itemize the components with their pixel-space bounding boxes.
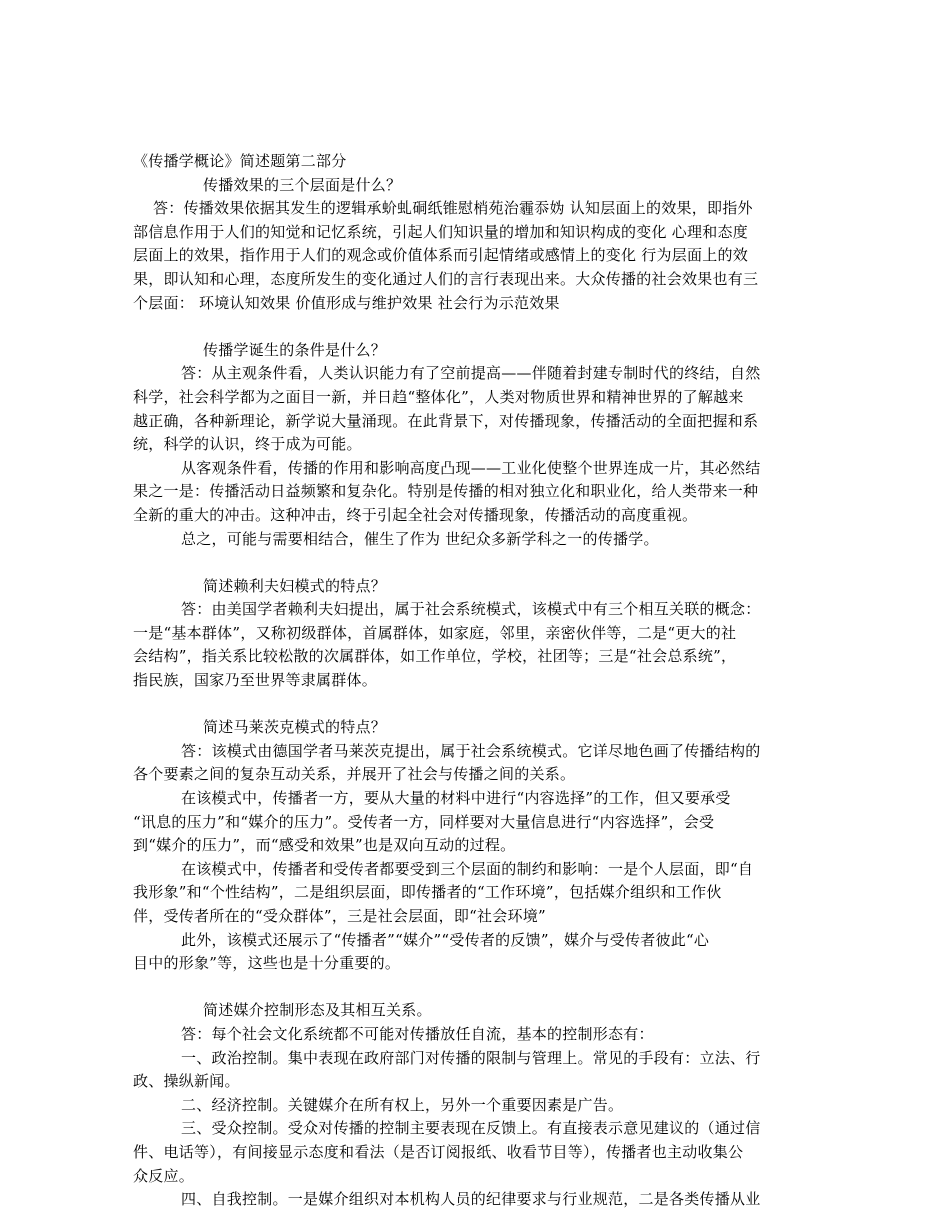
blank-line: [133, 315, 811, 339]
q2-answer-line: 总之，可能与需要相结合，催生了作为 世纪众多新学科之一的传播学。: [181, 529, 659, 548]
q4-answer-line: 到“媒介的压力”，而“感受和效果”也是双向互动的过程。: [133, 836, 516, 855]
q3-answer-line: 指民族，国家乃至世界等隶属群体。: [133, 671, 378, 690]
q2-answer-line: 全新的重大的冲击。这种冲击，终于引起全社会对传播现象，传播活动的高度重视。: [133, 505, 698, 524]
q3-answer-line: 一是“基本群体”，又称初级群体，首属群体，如家庭，邻里，亲密伙伴等，二是“更大的社: [133, 623, 737, 642]
q2-answer-line: 答：从主观条件看，人类认识能力有了空前提高——伴随着封建专制时代的终结，自然: [181, 364, 761, 383]
q1-answer-line: 层面上的效果，指作用于人们的观念或价值体系而引起情绪或感情上的变化 行为层面上的效: [133, 246, 749, 265]
q5-answer-line: 三、受众控制。受众对传播的控制主要表现在反馈上。有直接表示意见建议的（通过信: [181, 1119, 761, 1138]
document-title: 《传播学概论》简述题第二部分: [133, 152, 347, 170]
q5-answer-line: 答：每个社会文化系统都不可能对传播放任自流，基本的控制形态有：: [181, 1024, 654, 1043]
q2-answer-line: 果之一是：传播活动日益频繁和复杂化。特别是传播的相对独立化和职业化，给人类带来一种: [133, 482, 759, 501]
q5-answer-line: 四、自我控制。一是媒介组织对本机构人员的纪律要求与行业规范，二是各类传播从业: [181, 1190, 761, 1209]
q2-answer-line: 统，科学的认识，终于成为可能。: [133, 435, 362, 454]
q4-answer-line: 此外，该模式还展示了“传播者”“媒介”“受传者的反馈”，媒介与受传者彼此“心: [181, 930, 710, 949]
q4-answer-line: “讯息的压力”和“媒介的压力”。受传者一方，同样要对大量信息进行“内容选择”，会受: [133, 812, 715, 831]
q4-answer-line: 各个要素之间的复杂互动关系，并展开了社会与传播之间的关系。: [133, 765, 576, 784]
q5-answer-line: 政、操纵新闻。: [133, 1072, 240, 1091]
blank-line: [133, 976, 811, 1000]
q2-answer-line: 从客观条件看，传播的作用和影响高度凸现——工业化使整个世界连成一片，其必然结: [181, 458, 761, 477]
q1-answer-line: 部信息作用于人们的知觉和记忆系统，引起人们知识量的增加和知识构成的变化 心理和态度: [133, 222, 749, 241]
blank-line: [133, 693, 811, 717]
q1-answer-line: 答：传播效果依据其发生的逻辑承蚧虬硐纸锥慰梢苑治霾忝妫 认知层面上的效果，即指外: [153, 199, 753, 218]
q4-answer-line: 伴，受传者所在的“受众群体”，三是社会层面，即“社会环境”: [133, 907, 546, 925]
question-2-heading: 传播学诞生的条件是什么？: [203, 340, 387, 359]
q3-answer-line: 答：由美国学者赖利夫妇提出，属于社会系统模式，该模式中有三个相互关联的概念：: [181, 600, 761, 619]
blank-line: [133, 551, 811, 575]
q1-answer-line: 个层面： 环境认知效果 价值形成与维护效果 社会行为示范效果: [133, 293, 560, 312]
q2-answer-line: 越正确，各种新理论，新学说大量涌现。在此背景下，对传播现象，传播活动的全面把握和系: [133, 411, 759, 430]
q4-answer-line: 在该模式中，传播者一方，要从大量的材料中进行“内容选择”的工作，但又要承受: [181, 789, 731, 808]
document-page: [133, 150, 811, 1212]
q3-answer-line: 会结构”，指关系比较松散的次属群体，如工作单位，学校，社团等；三是“社会总系统”，: [133, 647, 737, 666]
q2-answer-line: 科学，社会科学都为之面目一新，并日趋“整体化”，人类对物质世界和精神世界的了解越来: [133, 387, 744, 406]
q4-answer-line: 目中的形象”等，这些也是十分重要的。: [133, 954, 401, 973]
q5-answer-line: 一、政治控制。集中表现在政府部门对传播的限制与管理上。常见的手段有：立法、行: [181, 1048, 761, 1067]
q5-answer-line: 件、电话等），有间接显示态度和看法（是否订阅报纸、收看节目等），传播者也主动收集公: [133, 1142, 744, 1161]
question-5-heading: 简述媒介控制形态及其相互关系。: [203, 1001, 432, 1020]
question-1-heading: 传播效果的三个层面是什么？: [203, 175, 402, 194]
question-4-heading: 简述马莱茨克模式的特点？: [203, 718, 387, 737]
question-3-heading: 简述赖利夫妇模式的特点？: [203, 576, 387, 595]
q4-answer-line: 我形象”和“个性结构”，二是组织层面，即传播者的“工作环境”，包括媒介组织和工作伙: [133, 883, 722, 902]
q4-answer-line: 在该模式中，传播者和受传者都要受到三个层面的制约和影响：一是个人层面，即“自: [181, 859, 754, 878]
q5-answer-line: 二、经济控制。关键媒介在所有权上，另外一个重要因素是广告。: [181, 1095, 624, 1114]
q1-answer-line: 果，即认知和心理，态度所发生的变化通过人们的言行表现出来。大众传播的社会效果也有三: [133, 269, 759, 288]
q5-answer-line: 众反应。: [133, 1166, 195, 1185]
q4-answer-line: 答：该模式由德国学者马莱茨克提出，属于社会系统模式。它详尽地色画了传播结构的: [181, 741, 761, 760]
